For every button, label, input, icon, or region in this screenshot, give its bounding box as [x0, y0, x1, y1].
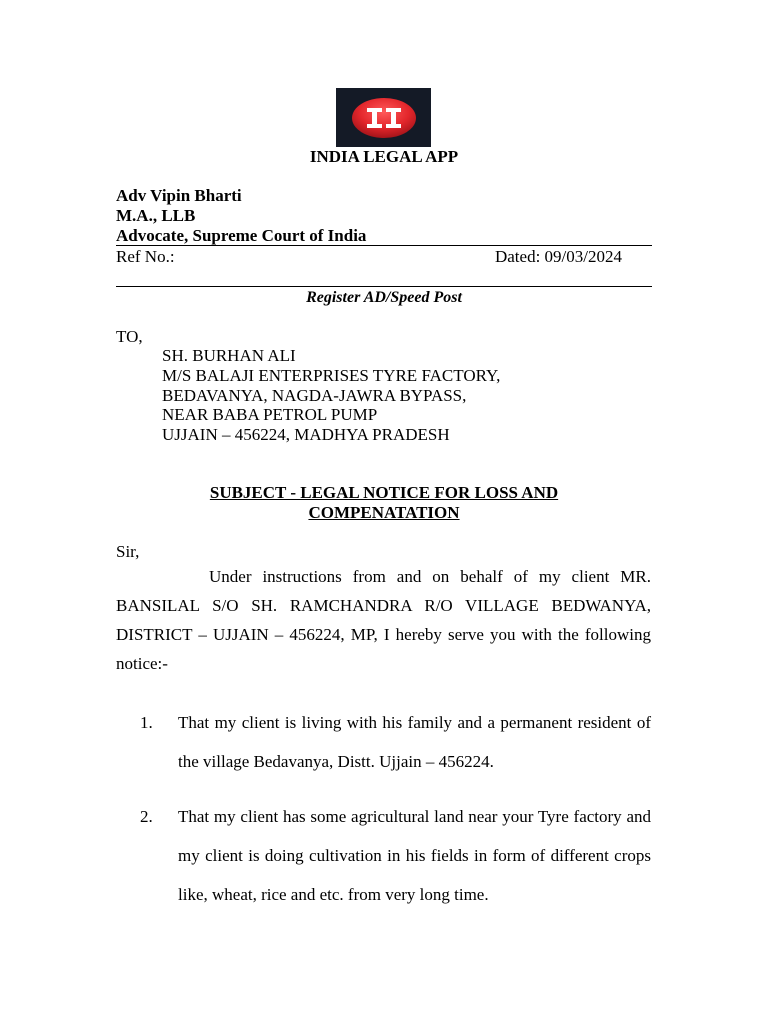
notice-date: Dated: 09/03/2024: [494, 247, 622, 266]
to-label: TO,: [116, 327, 143, 346]
subject-heading: [0, 483, 768, 523]
address-line: UJJAIN – 456224, MADHYA PRADESH: [162, 425, 450, 445]
intro-paragraph: [116, 562, 651, 678]
address-line: NEAR BABA PETROL PUMP: [162, 405, 378, 425]
point-text: That my client is living with his family and a permanent resident of the village Bedavanya, Distt. Ujjain – 456224.: [178, 713, 651, 771]
header-divider-top: [116, 245, 652, 246]
point-number: 1.: [140, 713, 153, 732]
app-name-heading: INDIA LEGAL APP: [309, 147, 459, 166]
sender-name: Adv Vipin Bharti: [116, 186, 242, 205]
address-line: BEDAVANYA, NAGDA-JAWRA BYPASS,: [162, 385, 467, 405]
reference-row: [116, 247, 652, 267]
ref-number-label: Ref No.:: [116, 247, 175, 266]
address-line: M/S BALAJI ENTERPRISES TYRE FACTORY,: [162, 365, 501, 385]
header-divider-bottom: [116, 286, 652, 287]
sender-block: [116, 186, 652, 246]
subject-line-2: COMPENATATION: [308, 503, 460, 522]
sender-designation: Advocate, Supreme Court of India: [116, 226, 367, 245]
intro-text: Under instructions from and on behalf of my client MR. BANSILAL S/O SH. RAMCHANDRA R/O VILLAGE BEDWANYA, DISTRICT – UJJAIN – 456224, MP, I hereby serve you with the following notice:-: [116, 567, 651, 673]
subject-line-1: SUBJECT - LEGAL NOTICE FOR LOSS AND: [209, 483, 559, 502]
delivery-mode: Register AD/Speed Post: [306, 289, 462, 306]
point-number: 2.: [140, 807, 153, 826]
logo-emblem-icon: [345, 95, 423, 141]
address-line: SH. BURHAN ALI: [162, 346, 296, 365]
point-text: That my client has some agricultural land near your Tyre factory and my client is doing cultivation in his fields in form of different crops like, wheat, rice and etc. from very long time.: [178, 807, 651, 904]
salutation: Sir,: [116, 542, 140, 561]
recipient-address: [162, 346, 500, 445]
india-legal-app-logo: [336, 88, 431, 147]
sender-qualification: M.A., LLB: [116, 206, 196, 225]
